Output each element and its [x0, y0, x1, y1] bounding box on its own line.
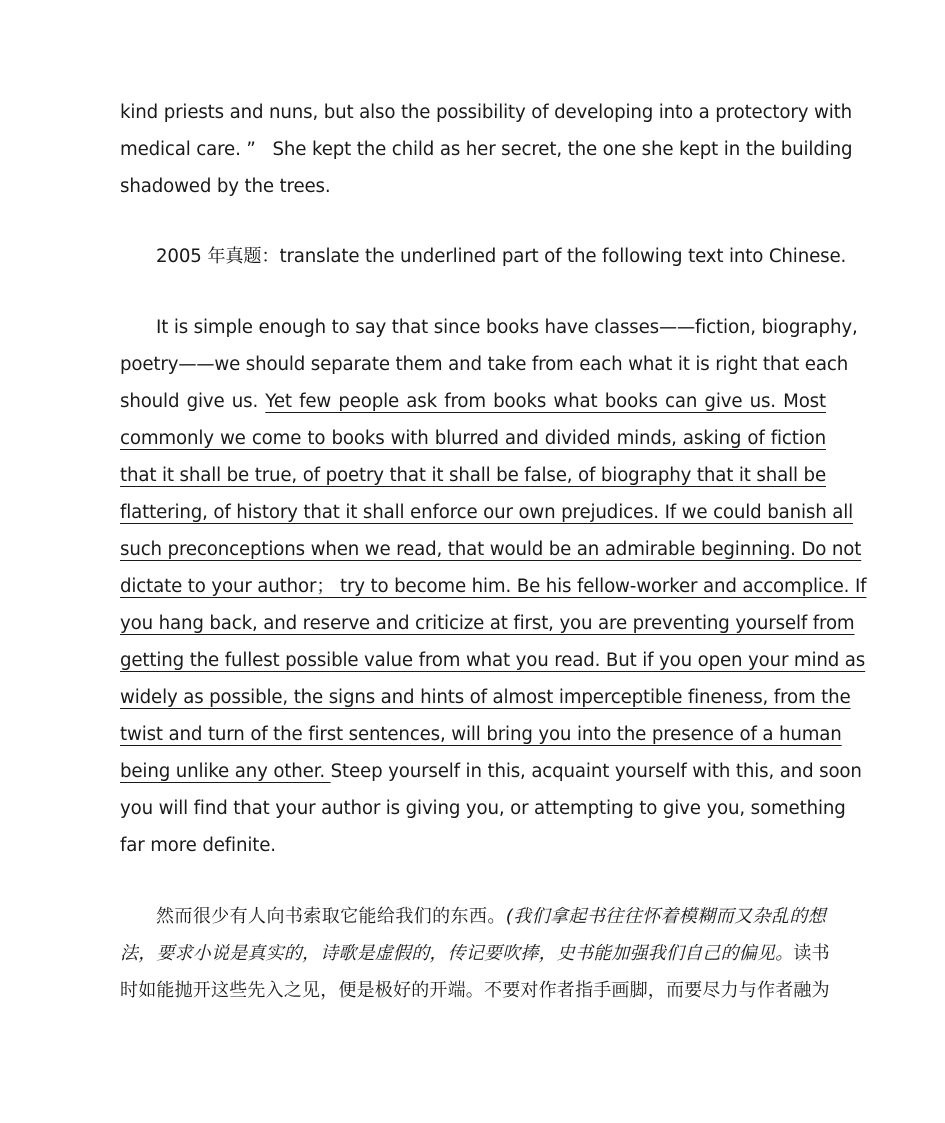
- plain-text: Steep yourself in this, acquaint yourself with this, and soon: [330, 761, 862, 782]
- plain-text: should give us.: [120, 391, 266, 412]
- underlined-line: you hang back, and reserve and criticize at first, you are preventing yourself from: [120, 613, 855, 634]
- text-line: 2005 年真题：translate the underlined part of the following text into Chinese.: [156, 246, 847, 267]
- text-line: [120, 389, 826, 426]
- underlined-line: twist and turn of the first sentences, will bring you into the presence of a human: [120, 724, 842, 745]
- text-line: 时如能抛开这些先入之见，便是极好的开端。不要对作者指手画脚，而要尽力与作者融为: [120, 980, 830, 1001]
- underlined-line: widely as possible, the signs and hints of almost imperceptible fineness, from the: [120, 687, 851, 708]
- plain-text: 读书: [793, 943, 830, 964]
- underlined-line: such preconceptions when we read, that would be an admirable beginning. Do not: [120, 539, 862, 560]
- underlined-line: commonly we come to books with blurred and divided minds, asking of fiction: [120, 428, 826, 449]
- italic-text: 法，要求小说是真实的，诗歌是虚假的，传记要吹捧，史书能加强我们自己的偏见。: [120, 943, 794, 964]
- text-line: It is simple enough to say that since books have classes——fiction, biography,: [156, 317, 858, 338]
- text-line: you will find that your author is giving you, or attempting to give you, something: [120, 798, 846, 819]
- underlined-text: Yet few people ask from books what books can give us. Most: [265, 391, 826, 412]
- text-line: shadowed by the trees.: [120, 176, 331, 197]
- text-line: [120, 904, 826, 941]
- underlined-line: getting the fullest possible value from what you read. But if you open your mind as: [120, 650, 866, 671]
- italic-text: (我们拿起书往往怀着模糊而又杂乱的想: [505, 906, 826, 927]
- text-line: kind priests and nuns, but also the possibility of developing into a protectory with: [120, 102, 852, 123]
- underlined-line: flattering, of history that it shall enforce our own prejudices. If we could banish all: [120, 502, 854, 523]
- text-line: medical care. ” She kept the child as her secret, the one she kept in the building: [120, 139, 853, 160]
- text-line: [120, 941, 830, 978]
- text-line: far more definite.: [120, 835, 276, 856]
- text-line: [120, 759, 862, 796]
- underlined-text: being unlike any other.: [120, 761, 331, 782]
- underlined-line: that it shall be true, of poetry that it shall be false, of biography that it shall be: [120, 465, 826, 486]
- underlined-line: dictate to your author； try to become him. Be his fellow-worker and accomplice. If: [120, 576, 867, 597]
- text-line: poetry——we should separate them and take from each what it is right that each: [120, 354, 849, 375]
- plain-text: 然而很少有人向书索取它能给我们的东西。: [156, 906, 506, 927]
